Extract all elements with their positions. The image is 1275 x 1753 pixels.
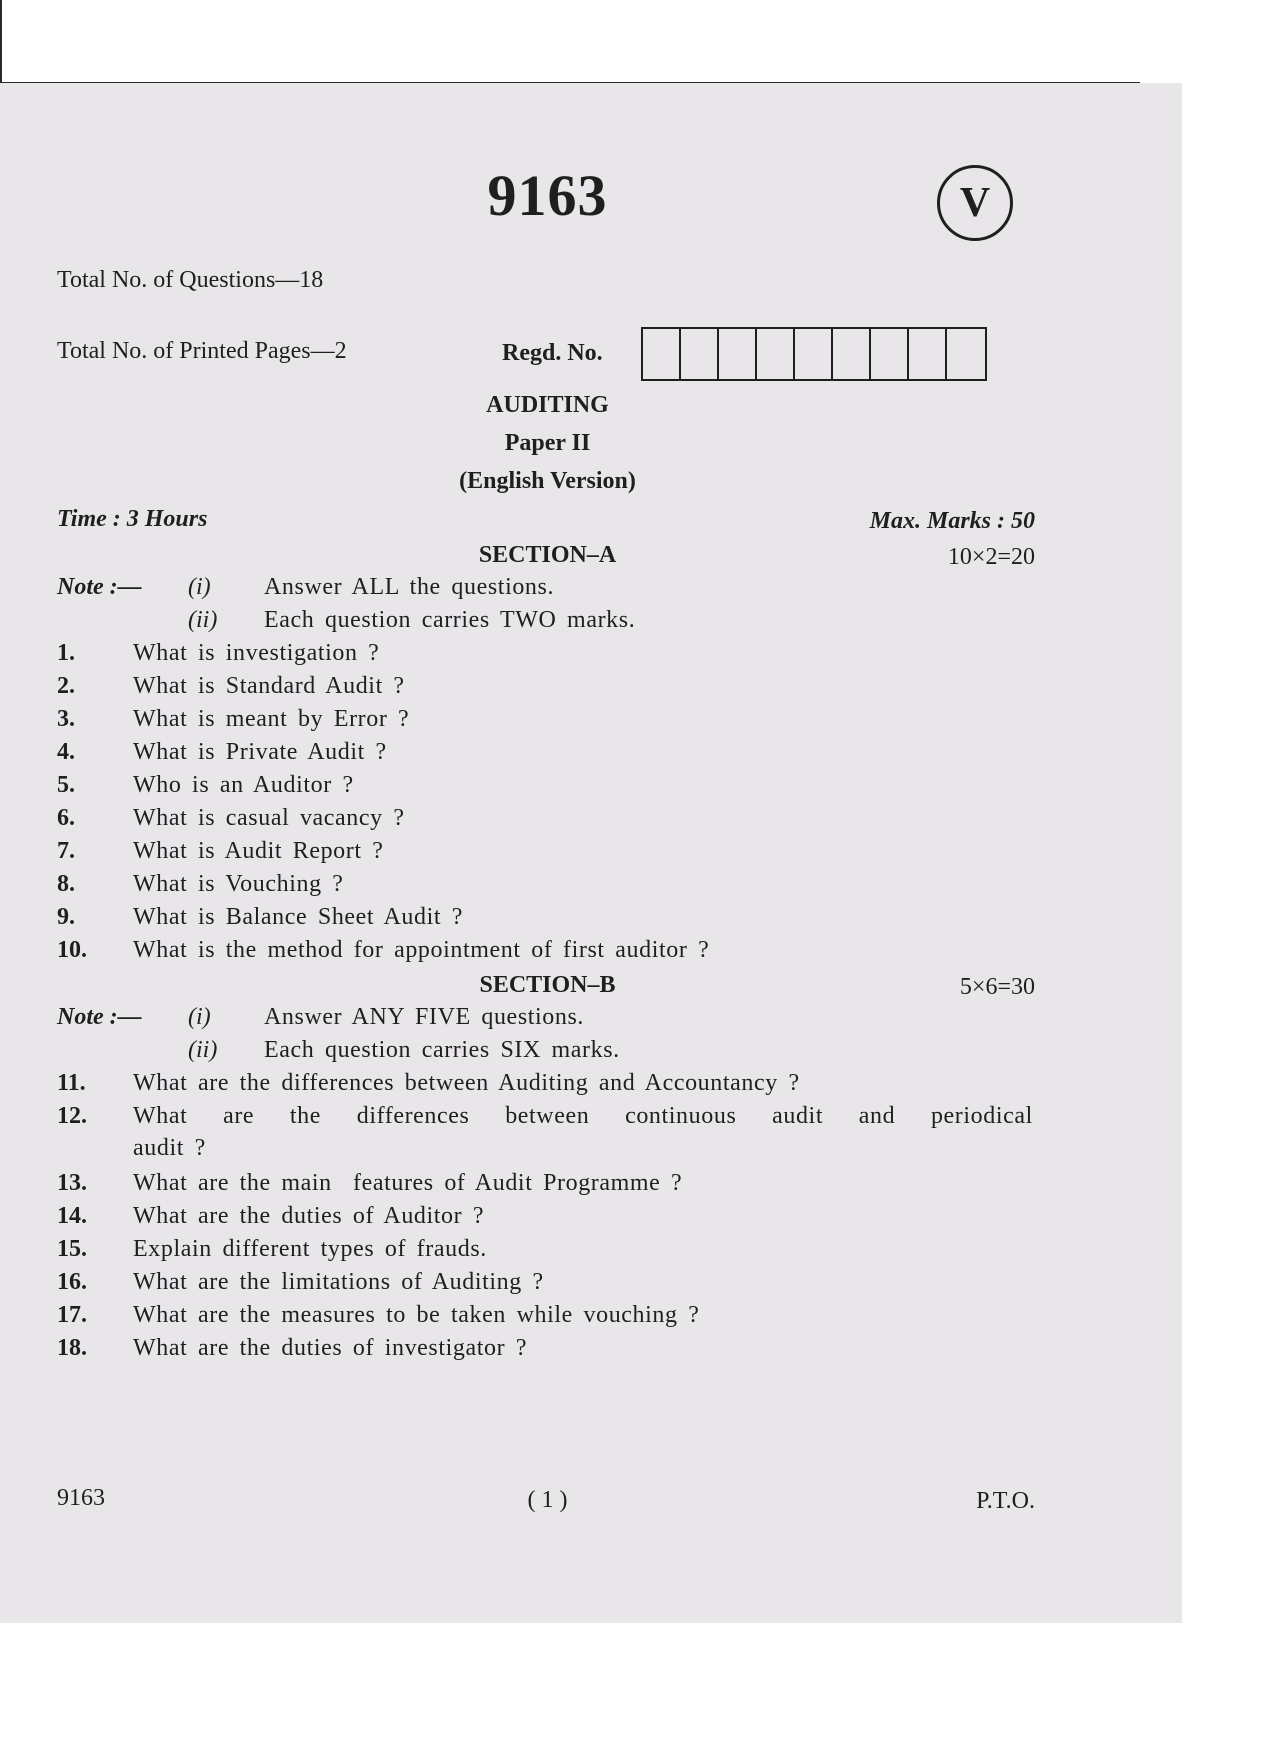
paper-code: 9163 bbox=[487, 163, 608, 228]
question-text: What is Private Audit ? bbox=[133, 739, 387, 765]
question-number: 10. bbox=[57, 937, 87, 963]
question-number: 18. bbox=[57, 1335, 87, 1361]
question-number: 8. bbox=[57, 871, 75, 897]
question-number: 2. bbox=[57, 673, 75, 699]
page-number: ( 1 ) bbox=[527, 1487, 568, 1513]
question-word: audit bbox=[772, 1103, 824, 1129]
question-number: 12. bbox=[57, 1103, 87, 1129]
question-number: 3. bbox=[57, 706, 75, 732]
question-number: 16. bbox=[57, 1269, 87, 1295]
total-pages: Total No. of Printed Pages—2 bbox=[57, 338, 347, 364]
question-text: What are the differences between Auditing and Accountancy ? bbox=[133, 1070, 800, 1096]
question-word: are bbox=[223, 1103, 255, 1129]
question-number: 17. bbox=[57, 1302, 87, 1328]
note-number: (ii) bbox=[188, 1037, 218, 1063]
regd-digit-box[interactable] bbox=[681, 329, 719, 379]
question-number: 4. bbox=[57, 739, 75, 765]
question-text: What is Vouching ? bbox=[133, 871, 344, 897]
question-text: What is Standard Audit ? bbox=[133, 673, 405, 699]
question-number: 14. bbox=[57, 1203, 87, 1229]
regd-digit-box[interactable] bbox=[833, 329, 871, 379]
regd-digit-box[interactable] bbox=[643, 329, 681, 379]
question-text: What are the duties of investigator ? bbox=[133, 1335, 528, 1361]
regd-digit-box[interactable] bbox=[947, 329, 985, 379]
note-text: Each question carries SIX marks. bbox=[264, 1037, 620, 1063]
question-word: and bbox=[858, 1103, 896, 1129]
question-text: What are the duties of Auditor ? bbox=[133, 1203, 485, 1229]
question-number: 6. bbox=[57, 805, 75, 831]
question-text: What is Audit Report ? bbox=[133, 838, 384, 864]
section-a-title: SECTION–A bbox=[478, 542, 617, 568]
question-text: Explain different types of frauds. bbox=[133, 1236, 487, 1262]
note-number: (i) bbox=[188, 1004, 211, 1030]
question-number: 7. bbox=[57, 838, 75, 864]
question-text: Who is an Auditor ? bbox=[133, 772, 354, 798]
question-text-justified bbox=[133, 1103, 1033, 1130]
question-word: differences bbox=[356, 1103, 470, 1129]
question-text: What are the limitations of Auditing ? bbox=[133, 1269, 544, 1295]
footer-code: 9163 bbox=[57, 1485, 105, 1511]
question-text-continued: audit ? bbox=[133, 1135, 206, 1161]
time-limit: Time : 3 Hours bbox=[57, 506, 208, 532]
regd-digit-box[interactable] bbox=[795, 329, 833, 379]
question-text: What are the measures to be taken while vouching ? bbox=[133, 1302, 700, 1328]
question-word: continuous bbox=[625, 1103, 737, 1129]
question-text: What is Balance Sheet Audit ? bbox=[133, 904, 463, 930]
section-b-marks: 5×6=30 bbox=[959, 974, 1035, 1000]
note-text: Each question carries TWO marks. bbox=[264, 607, 636, 633]
regd-number-boxes[interactable] bbox=[641, 327, 987, 381]
section-b-note-label: Note :— bbox=[57, 1004, 142, 1030]
question-word: the bbox=[289, 1103, 322, 1129]
question-number: 5. bbox=[57, 772, 75, 798]
question-text: What is the method for appointment of first auditor ? bbox=[133, 937, 710, 963]
question-number: 9. bbox=[57, 904, 75, 930]
regd-label: Regd. No. bbox=[502, 340, 603, 366]
total-questions: Total No. of Questions—18 bbox=[57, 267, 324, 293]
regd-digit-box[interactable] bbox=[871, 329, 909, 379]
regd-digit-box[interactable] bbox=[719, 329, 757, 379]
version-mark-icon: V bbox=[937, 165, 1013, 241]
version-title: (English Version) bbox=[459, 468, 636, 494]
question-text: What is casual vacancy ? bbox=[133, 805, 405, 831]
section-a-note-label: Note :— bbox=[57, 574, 142, 600]
note-number: (i) bbox=[188, 574, 211, 600]
question-number: 11. bbox=[57, 1070, 86, 1096]
question-number: 15. bbox=[57, 1236, 87, 1262]
note-text: Answer ALL the questions. bbox=[264, 574, 555, 600]
regd-digit-box[interactable] bbox=[757, 329, 795, 379]
scan-edge-left bbox=[0, 0, 2, 84]
question-text: What are the main features of Audit Programme ? bbox=[133, 1170, 683, 1196]
question-text: What is investigation ? bbox=[133, 640, 380, 666]
subject-title: AUDITING bbox=[486, 392, 609, 418]
question-number: 1. bbox=[57, 640, 75, 666]
pto-label: P.T.O. bbox=[976, 1488, 1035, 1514]
max-marks: Max. Marks : 50 bbox=[869, 508, 1035, 534]
question-number: 13. bbox=[57, 1170, 87, 1196]
section-b-title: SECTION–B bbox=[479, 972, 616, 998]
note-number: (ii) bbox=[188, 607, 218, 633]
paper-title: Paper II bbox=[504, 430, 591, 456]
question-word: What bbox=[133, 1103, 188, 1129]
regd-digit-box[interactable] bbox=[909, 329, 947, 379]
section-a-marks: 10×2=20 bbox=[947, 544, 1035, 570]
question-text: What is meant by Error ? bbox=[133, 706, 410, 732]
question-word: periodical bbox=[930, 1103, 1033, 1129]
question-word: between bbox=[505, 1103, 590, 1129]
note-text: Answer ANY FIVE questions. bbox=[264, 1004, 585, 1030]
